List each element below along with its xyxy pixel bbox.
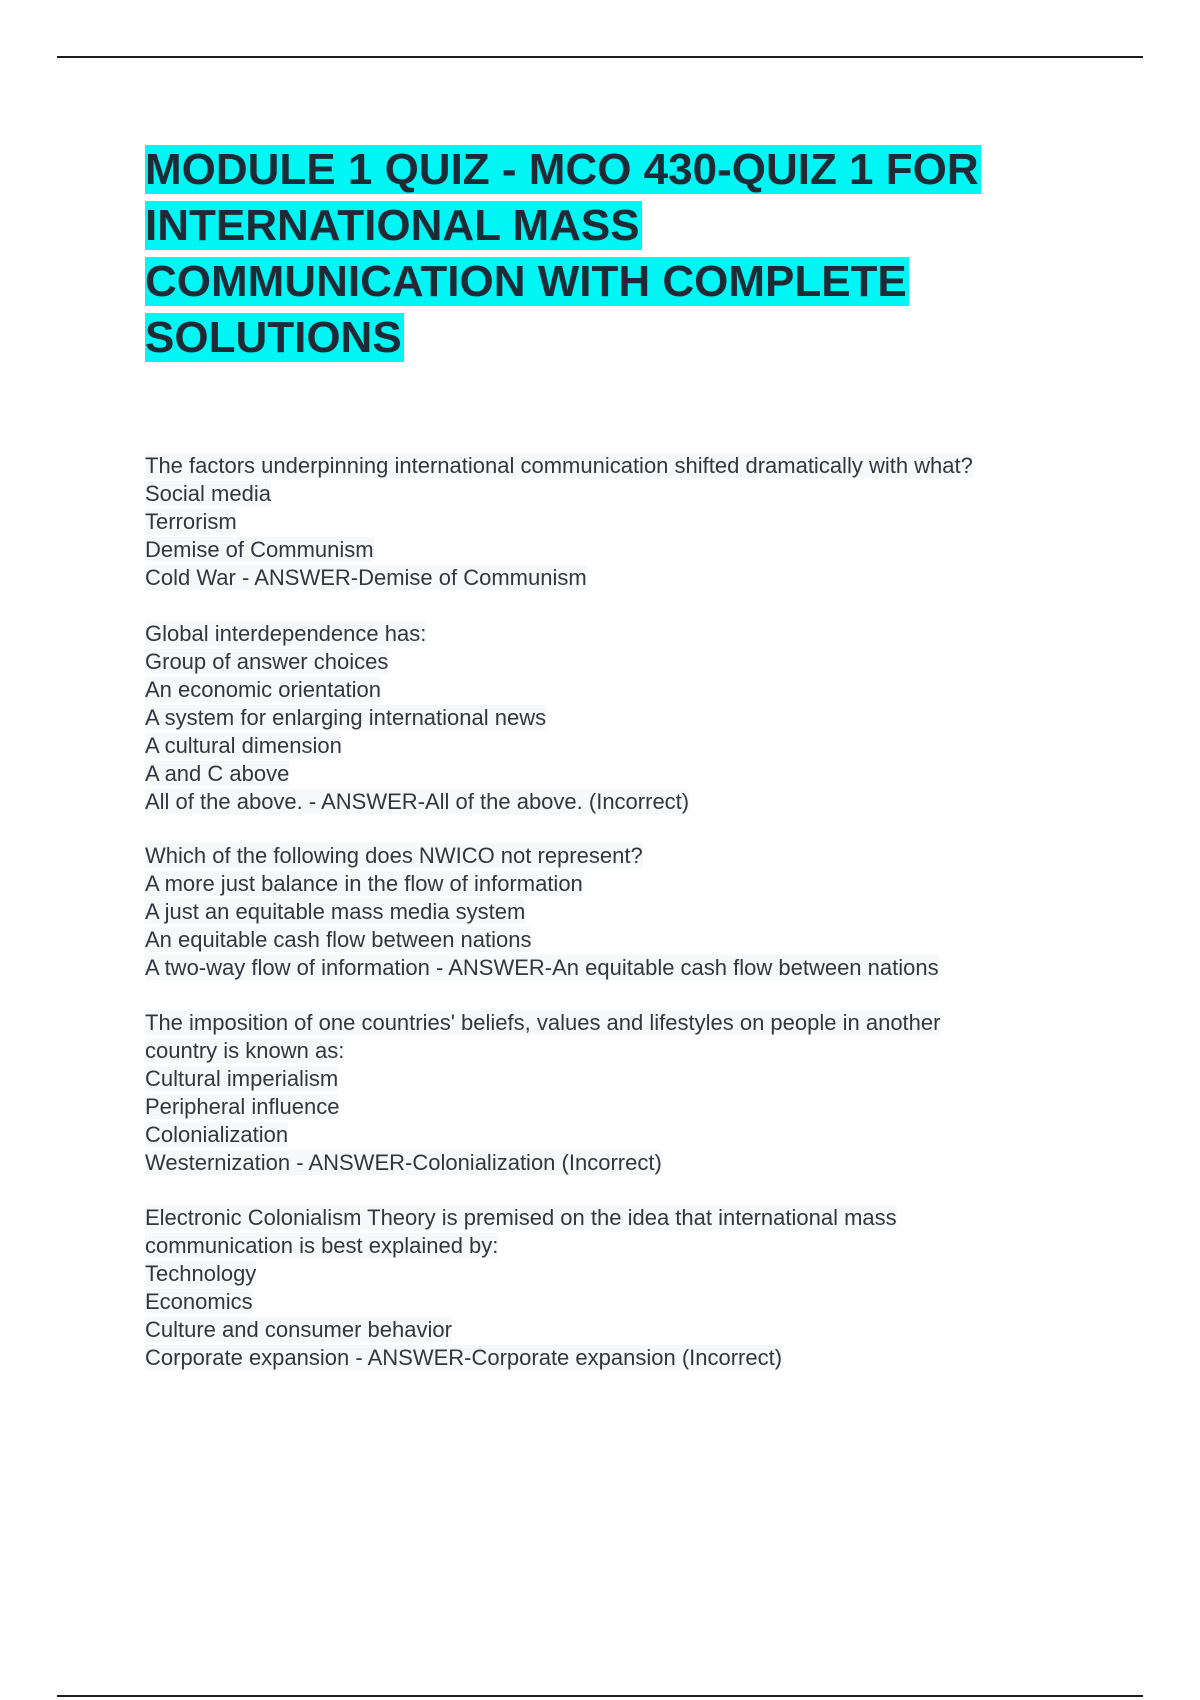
question-text-continued: communication is best explained by:: [145, 1233, 499, 1258]
answer-option: Peripheral influence: [145, 1094, 340, 1119]
question-block-4: [145, 1009, 1145, 1177]
question-text: The imposition of one countries' beliefs, values and lifestyles on people in another: [145, 1010, 941, 1035]
bottom-rule: [57, 1695, 1143, 1697]
question-block-3: [145, 842, 1145, 982]
answer-option: A cultural dimension: [145, 733, 342, 758]
answer-option: Culture and consumer behavior: [145, 1317, 452, 1342]
answer-option-with-answer: Corporate expansion - ANSWER-Corporate expansion (Incorrect): [145, 1345, 783, 1370]
answer-option: Cultural imperialism: [145, 1066, 339, 1091]
title-line-3: COMMUNICATION WITH COMPLETE: [145, 257, 907, 306]
question-text: Global interdependence has:: [145, 621, 427, 646]
question-text: Electronic Colonialism Theory is premised on the idea that international mass: [145, 1205, 897, 1230]
question-block-1: [145, 452, 1145, 592]
question-text-continued: country is known as:: [145, 1038, 345, 1063]
question-text: The factors underpinning international communication shifted dramatically with what?: [145, 453, 973, 478]
question-block-5: [145, 1204, 1145, 1372]
question-block-2: [145, 620, 1145, 816]
answer-option: Terrorism: [145, 509, 237, 534]
answer-option-with-answer: A two-way flow of information - ANSWER-An equitable cash flow between nations: [145, 955, 939, 980]
title-line-2: INTERNATIONAL MASS: [145, 201, 640, 250]
answer-option-with-answer: All of the above. - ANSWER-All of the above. (Incorrect): [145, 789, 690, 814]
answer-option: A system for enlarging international news: [145, 705, 547, 730]
question-text: Which of the following does NWICO not represent?: [145, 843, 643, 868]
title-line-4: SOLUTIONS: [145, 313, 402, 362]
answer-option-with-answer: Westernization - ANSWER-Colonialization (Incorrect): [145, 1150, 662, 1175]
answer-option: Technology: [145, 1261, 257, 1286]
answer-option: A and C above: [145, 761, 290, 786]
top-rule: [57, 56, 1143, 58]
answer-option: A just an equitable mass media system: [145, 899, 526, 924]
answer-option: Economics: [145, 1289, 253, 1314]
answer-option: Colonialization: [145, 1122, 289, 1147]
answer-option: An equitable cash flow between nations: [145, 927, 532, 952]
title-line-1: MODULE 1 QUIZ - MCO 430-QUIZ 1 FOR: [145, 145, 979, 194]
answer-option: A more just balance in the flow of information: [145, 871, 583, 896]
answer-option: Social media: [145, 481, 271, 506]
question-subtext: Group of answer choices: [145, 649, 389, 674]
answer-option: Demise of Communism: [145, 537, 374, 562]
answer-option-with-answer: Cold War - ANSWER-Demise of Communism: [145, 565, 587, 590]
document-title: [145, 142, 1105, 366]
answer-option: An economic orientation: [145, 677, 382, 702]
